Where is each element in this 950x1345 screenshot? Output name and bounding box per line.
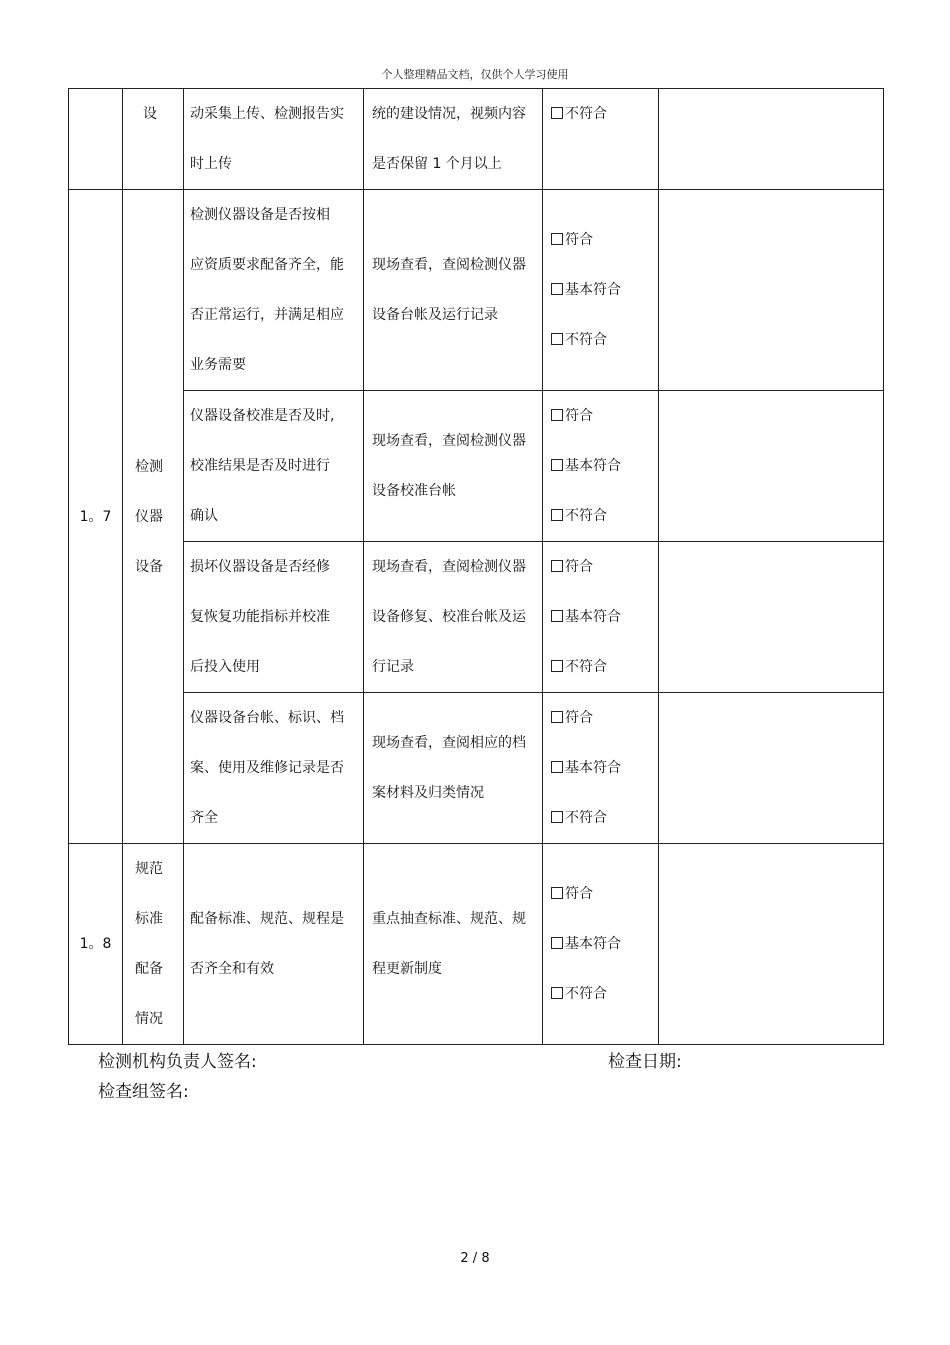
item-text: 时上传 [190,156,232,172]
remarks-cell [659,542,884,693]
method-cell [364,89,543,190]
item-text: 检测仪器设备是否按相 [190,207,330,223]
option-basic-comply[interactable] [551,743,658,793]
method-text: 是否保留 1 个月以上 [372,156,502,172]
checkbox-icon[interactable] [551,610,563,622]
item-cell [184,693,364,844]
category-text: 检测 [135,458,163,475]
option-comply[interactable] [551,391,658,441]
number-cell: 1。7 [69,190,123,844]
option-comply[interactable] [551,869,658,919]
option-label: 符合 [565,559,593,575]
result-cell [543,391,659,542]
category-text: 仪器 [135,508,163,525]
option-not-comply[interactable] [551,969,658,1019]
option-basic-comply[interactable] [551,265,658,315]
org-signature-label: 检测机构负责人签名: [98,1052,257,1072]
option-label: 不符合 [565,810,607,826]
option-not-comply[interactable] [551,89,658,139]
checkbox-icon[interactable] [551,887,563,899]
item-text: 否正常运行，并满足相应 [190,307,344,323]
checkbox-icon[interactable] [551,987,563,999]
item-cell [184,89,364,190]
item-text: 业务需要 [190,357,246,373]
category-text: 情况 [135,1011,163,1027]
checkbox-icon[interactable] [551,283,563,295]
category-cell [123,89,184,190]
option-not-comply[interactable] [551,315,658,365]
method-cell [364,391,543,542]
category-text: 配备 [135,961,163,977]
option-label: 基本符合 [565,609,621,625]
checkbox-icon[interactable] [551,761,563,773]
item-text: 后投入使用 [190,659,260,675]
item-text: 确认 [190,508,218,524]
method-text: 现场查看，查阅相应的档 [372,735,526,751]
method-text: 重点抽查标准、规范、规 [372,911,526,927]
category-text: 规范 [135,861,163,877]
result-cell [543,190,659,391]
option-basic-comply[interactable] [551,919,658,969]
remarks-cell [659,190,884,391]
method-text: 行记录 [372,659,414,675]
table-row [69,693,884,844]
method-text: 现场查看，查阅检测仪器 [372,433,526,449]
result-cell [543,844,659,1045]
checkbox-icon[interactable] [551,711,563,723]
method-cell [364,190,543,391]
checkbox-icon[interactable] [551,509,563,521]
category-text: 设 [143,106,157,122]
page-number: 2 / 8 [460,1251,490,1266]
result-cell [543,542,659,693]
item-cell [184,542,364,693]
option-comply[interactable] [551,693,658,743]
method-text: 现场查看，查阅检测仪器 [372,257,526,273]
item-text: 案、使用及维修记录是否 [190,760,344,776]
option-label: 不符合 [565,659,607,675]
remarks-cell [659,391,884,542]
item-cell [184,190,364,391]
option-label: 符合 [565,886,593,902]
category-text: 设备 [135,558,163,575]
item-text: 校准结果是否及时进行 [190,458,330,474]
option-comply[interactable] [551,215,658,265]
item-text: 否齐全和有效 [190,961,274,977]
number-cell: 1。8 [69,844,123,1045]
checkbox-icon[interactable] [551,937,563,949]
option-label: 基本符合 [565,458,621,474]
option-label: 符合 [565,408,593,424]
table-row [69,844,884,1045]
table-row [69,391,884,542]
option-label: 基本符合 [565,282,621,298]
option-not-comply[interactable] [551,793,658,843]
option-basic-comply[interactable] [551,441,658,491]
option-label: 不符合 [565,508,607,524]
method-cell [364,844,543,1045]
item-text: 仪器设备台帐、标识、档 [190,710,344,726]
checkbox-icon[interactable] [551,560,563,572]
checkbox-icon[interactable] [551,459,563,471]
item-text: 仪器设备校准是否及时, [190,408,335,424]
item-text: 复恢复功能指标并校准 [190,609,330,625]
option-label: 符合 [565,232,593,248]
method-text: 程更新制度 [372,961,442,977]
group-signature-label: 检查组签名: [98,1082,189,1102]
result-cell [543,89,659,190]
item-text: 齐全 [190,810,218,826]
method-cell [364,693,543,844]
method-text: 案材料及归类情况 [372,785,484,801]
checkbox-icon[interactable] [551,409,563,421]
checkbox-icon[interactable] [551,811,563,823]
category-text: 标准 [135,911,163,927]
checkbox-icon[interactable] [551,233,563,245]
option-basic-comply[interactable] [551,592,658,642]
item-text: 损坏仪器设备是否经修 [190,559,330,575]
check-date-label: 检查日期: [608,1052,682,1072]
method-cell [364,542,543,693]
remarks-cell [659,844,884,1045]
option-label: 不符合 [565,106,607,122]
category-cell [123,844,184,1045]
table-row [69,190,884,391]
option-label: 符合 [565,710,593,726]
category-cell [123,190,184,844]
remarks-cell [659,693,884,844]
option-label: 基本符合 [565,760,621,776]
method-text: 统的建设情况，视频内容 [372,106,526,122]
item-cell [184,844,364,1045]
item-cell [184,391,364,542]
watermark-header: 个人整理精品文档，仅供个人学习使用 [381,68,569,81]
option-comply[interactable] [551,542,658,592]
result-cell [543,693,659,844]
checkbox-icon[interactable] [551,107,563,119]
table-row [69,542,884,693]
item-text: 配备标准、规范、规程是 [190,911,344,927]
item-text: 应资质要求配备齐全，能 [190,257,344,273]
method-text: 设备台帐及运行记录 [372,307,498,323]
option-label: 基本符合 [565,936,621,952]
method-text: 设备校准台帐 [372,483,456,499]
method-text: 现场查看，查阅检测仪器 [372,559,526,575]
checkbox-icon[interactable] [551,333,563,345]
number-cell [69,89,123,190]
table-row [69,89,884,190]
remarks-cell [659,89,884,190]
option-not-comply[interactable] [551,642,658,692]
checkbox-icon[interactable] [551,660,563,672]
inspection-table [68,88,884,1045]
option-label: 不符合 [565,986,607,1002]
method-text: 设备修复、校准台帐及运 [372,609,526,625]
option-label: 不符合 [565,332,607,348]
option-not-comply[interactable] [551,491,658,541]
item-text: 动采集上传、检测报告实 [190,106,344,122]
